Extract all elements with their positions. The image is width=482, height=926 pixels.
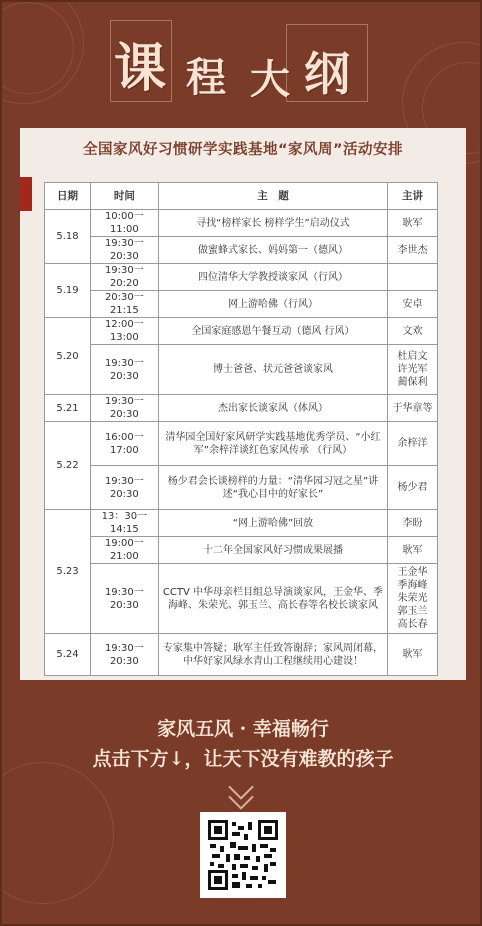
footer-call-to-action: 点击下方↓，让天下没有难教的孩子 (92, 748, 394, 770)
table-row (45, 634, 438, 676)
topic-cell: 寻找“榜样家长 榜样学生”启动仪式 (158, 210, 387, 237)
topic-cell: 四位清华大学教授谈家风（行风） (158, 264, 387, 291)
table-row (45, 264, 438, 291)
date-cell: 5.23 (45, 510, 91, 634)
time-cell: 20:30一21:15 (90, 291, 158, 318)
footer-slogan: 家风五风 · 幸福畅行 (157, 718, 329, 740)
topic-cell: 杰出家长谈家风（体风） (158, 395, 387, 422)
table-row (45, 395, 438, 422)
speaker-cell: 耿军 (388, 210, 438, 237)
time-cell: 19:00一21:00 (90, 537, 158, 564)
speaker-cell: 王金华 季海峰 朱荣光 郭玉兰 高长春 (388, 564, 438, 634)
time-cell: 19:30一20:30 (90, 345, 158, 395)
topic-cell: “网上游哈佛”回放 (158, 510, 387, 537)
speaker-cell: 李盼 (388, 510, 438, 537)
time-cell: 16:00一17:00 (90, 422, 158, 466)
time-cell: 19:30一20:30 (90, 564, 158, 634)
title-char-2: 程 (186, 54, 226, 101)
speaker-cell: 安卓 (388, 291, 438, 318)
speaker-cell: 文欢 (388, 318, 438, 345)
table-row (45, 537, 438, 564)
qr-code[interactable] (200, 812, 286, 898)
table-row (45, 291, 438, 318)
topic-cell: 清华园全国好家风研学实践基地优秀学员、“小红军”余梓洋谈红色家风传承 （行风） (158, 422, 387, 466)
table-row (45, 210, 438, 237)
title-char-1: 课 (114, 38, 167, 99)
page-title (110, 20, 372, 104)
speaker-cell: 杜启文 许光军 蔺保利 (388, 345, 438, 395)
topic-cell: 专家集中答疑；耿军主任致答谢辞；家风周闭幕，中华好家风绿水青山工程继续用心建设！ (158, 634, 387, 676)
date-cell: 5.24 (45, 634, 91, 676)
topic-cell: 博士爸爸、状元爸爸谈家风 (158, 345, 387, 395)
topic-cell: CCTV 中华母亲栏目组总导演谈家风，王金华、季海峰、朱荣光、郭玉兰、高长春等名校长谈家风 (158, 564, 387, 634)
date-cell: 5.21 (45, 395, 91, 422)
table-row (45, 564, 438, 634)
time-cell: 19:30一20:30 (90, 466, 158, 510)
topic-cell: 全国家庭感恩午餐互动（德风 行风） (158, 318, 387, 345)
topic-cell: 做蜜蜂式家长、妈妈第一（德风） (158, 237, 387, 264)
speaker-cell (388, 264, 438, 291)
time-cell: 12:00一13:00 (90, 318, 158, 345)
col-header-speaker: 主讲 (388, 183, 438, 210)
col-header-date: 日期 (45, 183, 91, 210)
topic-cell: 杨少君会长谈榜样的力量：“清华园习冠之星”讲述“我心目中的好家长” (158, 466, 387, 510)
decor-circle (0, 762, 114, 904)
date-cell: 5.22 (45, 422, 91, 510)
schedule-table (44, 182, 438, 676)
topic-cell: 网上游哈佛（行风） (158, 291, 387, 318)
col-header-topic: 主 题 (158, 183, 387, 210)
header (2, 2, 482, 127)
table-row (45, 422, 438, 466)
table-row (45, 345, 438, 395)
table-row (45, 318, 438, 345)
col-header-time: 时间 (90, 183, 158, 210)
time-cell: 10:00一11:00 (90, 210, 158, 237)
title-char-4: 纲 (304, 47, 350, 101)
time-cell: 19:30一20:30 (90, 634, 158, 676)
table-row (45, 237, 438, 264)
speaker-cell: 耿军 (388, 634, 438, 676)
qr-code-image (208, 820, 278, 890)
table-row (45, 466, 438, 510)
red-tab-marker (20, 177, 32, 211)
date-cell: 5.20 (45, 318, 91, 395)
speaker-cell: 杨少君 (388, 466, 438, 510)
table-row (45, 510, 438, 537)
title-char-3: 大 (250, 56, 290, 103)
speaker-cell: 李世杰 (388, 237, 438, 264)
schedule-subtitle: 全国家风好习惯研学实践基地“家风周”活动安排 (82, 142, 404, 158)
speaker-cell: 余梓洋 (388, 422, 438, 466)
table-header-row (45, 183, 438, 210)
date-cell: 5.18 (45, 210, 91, 264)
time-cell: 19:30一20:20 (90, 264, 158, 291)
topic-cell: 十二年全国家风好习惯成果展播 (158, 537, 387, 564)
speaker-cell: 耿军 (388, 537, 438, 564)
date-cell: 5.19 (45, 264, 91, 318)
speaker-cell: 于华章等 (388, 395, 438, 422)
time-cell: 19:30一20:30 (90, 237, 158, 264)
time-cell: 13：30一14:15 (90, 510, 158, 537)
time-cell: 19:30一20:30 (90, 395, 158, 422)
